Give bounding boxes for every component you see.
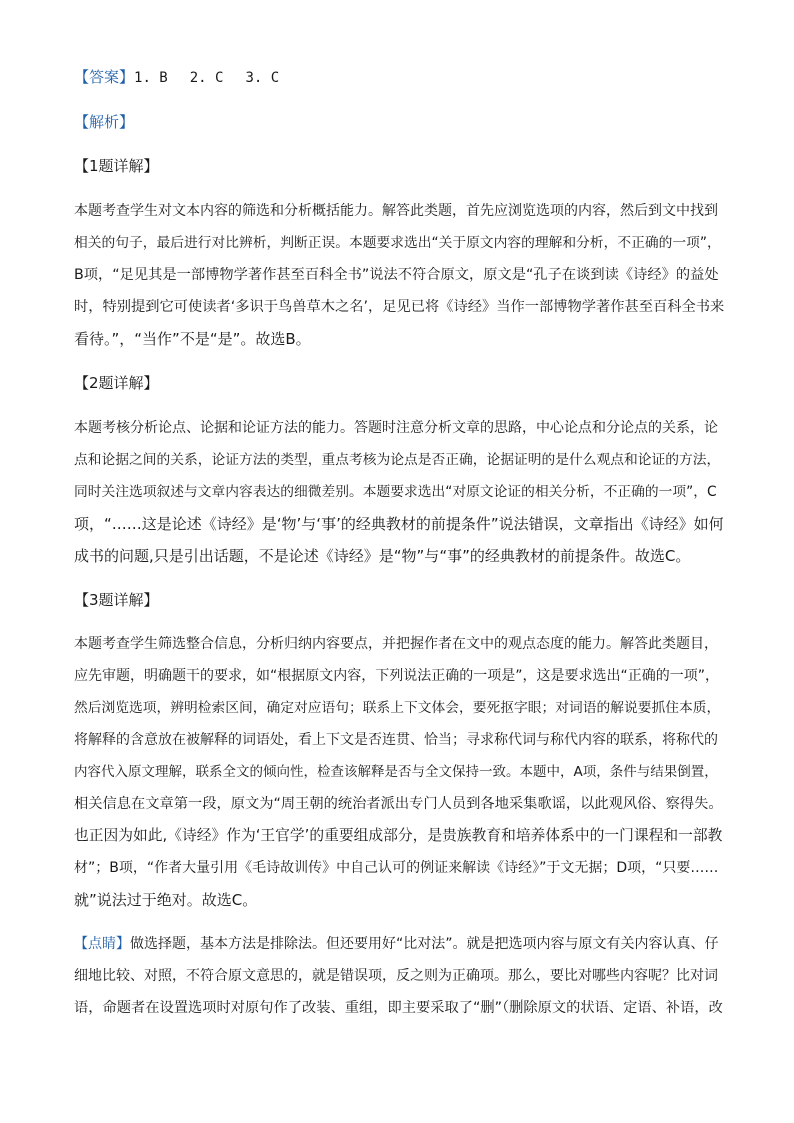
analysis-tag: 【解析】 <box>74 113 135 131</box>
tip-line-1 <box>74 935 724 953</box>
q2-line-2: 点和论据之间的关系，论证方法的类型，重点考核为论点是否正确，论据证明的是什么观点和论证的方法， <box>74 452 721 468</box>
q2-line-5: 成书的问题,只是引出话题，不是论述《诗经》是“物”与“事”的经典教材的前提条件。故选C。 <box>74 547 691 565</box>
q1-line-5: 看待。”，“当作”不是“是”。故选B。 <box>74 330 311 348</box>
q3-line-2: 应先审题，明确题干的要求，如“根据原文内容，下列说法正确的一项是”，这是要求选出“正确的一项”， <box>74 668 720 684</box>
answer-tag: 【答案】 <box>74 68 135 86</box>
q3-line-7: 也正因为如此,《诗经》作为‘王官学’的重要组成部分，是贵族教育和培养体系中的一门课程和一部教 <box>74 827 723 844</box>
q1-line-4: 时，特别提到它可使读者‘多识于鸟兽草木之名’，足见已将《诗经》当作一部博物学著作甚至百科全书来 <box>74 299 725 315</box>
q1-line-1: 本题考查学生对文本内容的筛选和分析概括能力。解答此类题，首先应浏览选项的内容，然后到文中找到 <box>74 203 718 219</box>
tip-line-2: 细地比较、对照，不符合原文意思的，就是错误项，反之则为正确项。那么，要比对哪些内容呢？比对词 <box>74 968 718 984</box>
answer-line <box>74 68 724 87</box>
q3-line-6: 相关信息在文章第一段，原文为“周王朝的统治者派出专门人员到各地采集歌谣，以此观风俗、察得失。 <box>74 796 723 812</box>
q2-line-4: 项，“……这是论述《诗经》是‘物’与‘事’的经典教材的前提条件”说法错误，文章指出《诗经》如何 <box>74 515 724 533</box>
answer-item-3: 3. C <box>245 70 280 86</box>
answer-item-2: 2. C <box>189 70 224 86</box>
q3-line-4: 将解释的含意放在被解释的词语处，看上下文是否连贯、恰当；寻求称代词与称代内容的联系，将称代的 <box>74 732 718 748</box>
q2-heading: 【2题详解】 <box>74 374 159 392</box>
q3-heading: 【3题详解】 <box>74 591 159 609</box>
q1-heading: 【1题详解】 <box>74 157 159 175</box>
tip-text-1: 做选择题，基本方法是排除法。但还要用好“比对法”。就是把选项内容与原文有关内容认真、仔 <box>130 936 719 952</box>
q3-line-1: 本题考查学生筛选整合信息，分析归纳内容要点，并把握作者在文中的观点态度的能力。解答此类题目， <box>74 636 718 652</box>
q2-line-1: 本题考核分析论点、论据和论证方法的能力。答题时注意分析文章的思路，中心论点和分论点的关系，论 <box>74 420 718 436</box>
q1-line-3: B项，“足见其是一部博物学著作甚至百科全书”说法不符合原文，原文是“孔子在谈到读《诗经》的益处 <box>74 267 719 283</box>
q1-line-2: 相关的句子，最后进行对比辨析，判断正误。本题要求选出“关于原文内容的理解和分析，不正确的一项”， <box>74 235 721 251</box>
tip-tag: 【点睛】 <box>74 936 130 952</box>
q3-line-5: 内容代入原文理解，联系全文的倾向性，检查该解释是否与全文保持一致。本题中，A项，条件与结果倒置， <box>74 764 718 780</box>
q3-line-9: 就”说法过于绝对。故选C。 <box>74 891 258 909</box>
q3-line-8: 材”；B项，“作者大量引用《毛诗故训传》中自己认可的例证来解读《诗经》”于文无据；D项，“只要…… <box>74 860 719 876</box>
tip-line-3: 语，命题者在设置选项时对原句作了改装、重组，即主要采取了“删”（删除原文的状语、定语、补语，改 <box>74 1000 723 1016</box>
answer-item-1: 1. B <box>134 70 168 86</box>
q2-line-3: 同时关注选项叙述与文章内容表达的细微差别。本题要求选出“对原文论证的相关分析，不正确的一项”，C <box>74 484 717 500</box>
q3-line-3: 然后浏览选项，辨明检索区间，确定对应语句；联系上下文体会，要死抠字眼；对词语的解说要抓住本质， <box>74 700 721 716</box>
